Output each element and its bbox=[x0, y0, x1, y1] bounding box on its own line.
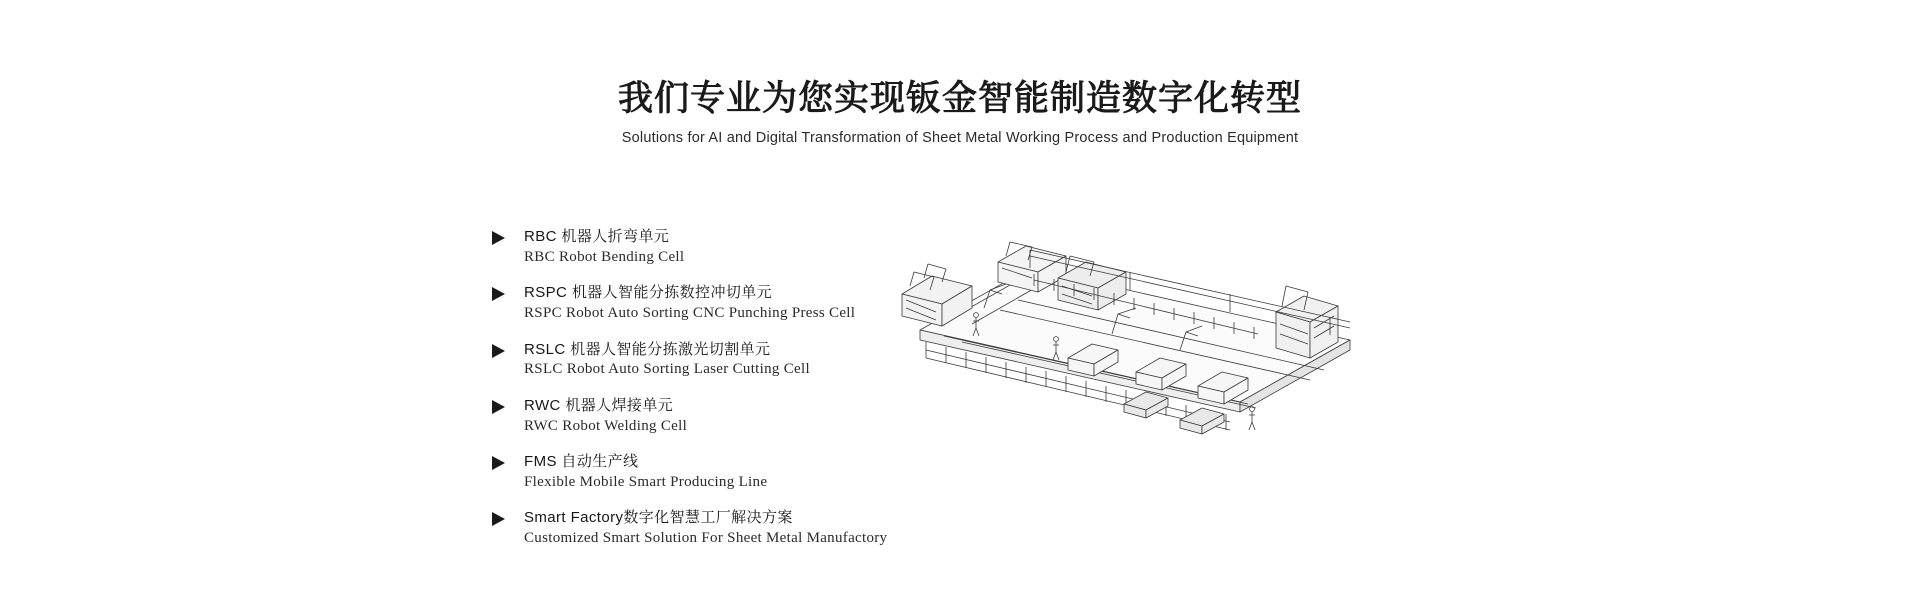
feature-label-cn: Smart Factory数字化智慧工厂解决方案 bbox=[524, 509, 793, 527]
factory-production-line-isometric-drawing bbox=[880, 190, 1400, 470]
feature-label-cn: FMS 自动生产线 bbox=[524, 453, 639, 470]
feature-label-en: RWC Robot Welding Cell bbox=[524, 417, 688, 434]
feature-list bbox=[492, 228, 912, 549]
triangle-right-icon bbox=[492, 231, 505, 245]
heading-block bbox=[0, 78, 1920, 146]
triangle-right-icon bbox=[492, 512, 505, 526]
feature-label-en: Customized Smart Solution For Sheet Metal Manufactory bbox=[524, 530, 888, 546]
triangle-right-icon bbox=[492, 287, 505, 301]
triangle-right-icon bbox=[492, 400, 505, 414]
list-item bbox=[492, 228, 912, 267]
feature-label-cn: RWC 机器人焊接单元 bbox=[524, 396, 674, 414]
feature-label-en: RBC Robot Bending Cell bbox=[524, 248, 685, 265]
page-title: 我们专业为您实现钣金智能制造数字化转型 bbox=[617, 79, 1302, 118]
list-item bbox=[492, 509, 912, 548]
feature-label-en: RSLC Robot Auto Sorting Laser Cutting Cell bbox=[524, 361, 810, 378]
triangle-right-icon bbox=[492, 456, 505, 470]
feature-label-en: Flexible Mobile Smart Producing Line bbox=[524, 473, 768, 490]
list-item bbox=[492, 397, 912, 436]
feature-label-cn: RSPC 机器人智能分拣数控冲切单元 bbox=[524, 284, 773, 302]
feature-label-cn: RSLC 机器人智能分拣激光切割单元 bbox=[524, 340, 771, 358]
triangle-right-icon bbox=[492, 344, 505, 358]
list-item bbox=[492, 341, 912, 380]
page-subtitle: Solutions for AI and Digital Transformation of Sheet Metal Working Process and Production Equipment bbox=[621, 130, 1299, 146]
list-item bbox=[492, 284, 912, 323]
factory-line-illustration bbox=[880, 190, 1400, 470]
feature-label-en: RSPC Robot Auto Sorting CNC Punching Press Cell bbox=[524, 305, 856, 321]
list-item bbox=[492, 453, 912, 492]
feature-label-cn: RBC 机器人折弯单元 bbox=[524, 228, 670, 245]
